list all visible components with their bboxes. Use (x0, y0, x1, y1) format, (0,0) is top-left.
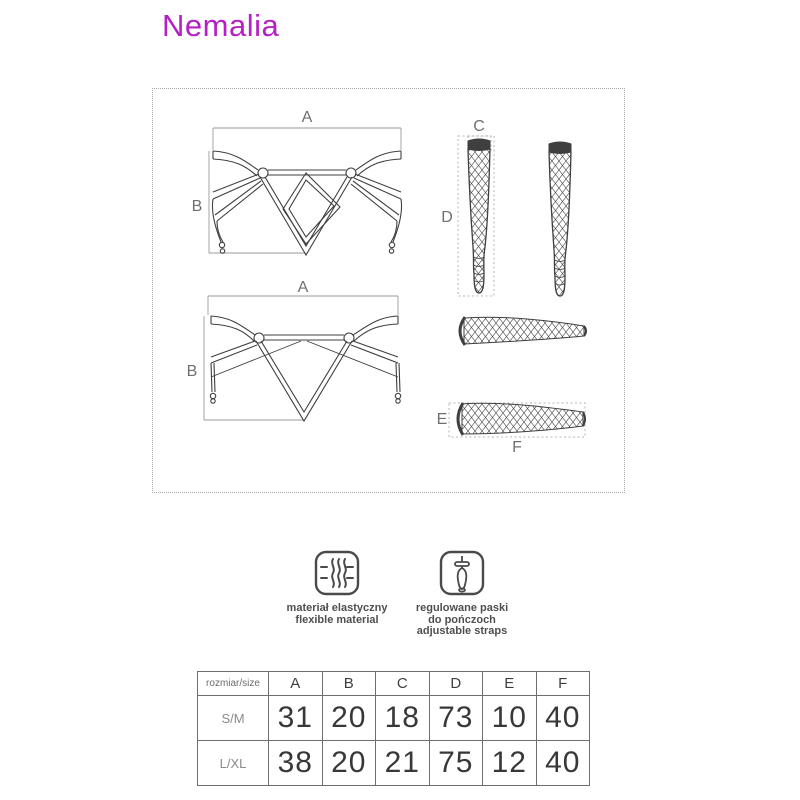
caption-line: regulowane paski (415, 602, 509, 614)
dim-label-f: F (512, 439, 522, 456)
size-table-header-cell: D (429, 672, 483, 696)
dim-label-c: C (473, 118, 485, 135)
caption-line: flexible material (295, 613, 379, 626)
size-table-header-cell: E (483, 672, 537, 696)
value-cell: 12 (483, 741, 537, 786)
garter-front-view (209, 128, 402, 255)
value-cell: 21 (376, 741, 430, 786)
dim-label-a-front: A (301, 109, 313, 126)
size-table (197, 671, 590, 786)
value-cell: 75 (429, 741, 483, 786)
value-cell: 38 (269, 741, 323, 786)
feature-caption-straps (387, 603, 537, 638)
size-table-header-cell: rozmiar/size (198, 672, 269, 696)
adjustable-straps-icon (439, 550, 485, 596)
caption-line: adjustable straps (416, 625, 508, 637)
garter-back-view (204, 296, 401, 421)
dim-label-d: D (441, 209, 453, 226)
size-table-row-sm (198, 696, 590, 741)
value-cell: 31 (269, 696, 323, 741)
dim-label-a-back: A (297, 279, 309, 296)
page-title: Nemalia (162, 8, 280, 43)
dim-label-b-front: B (191, 198, 203, 215)
size-table-header-cell: C (376, 672, 430, 696)
dim-label-e: E (436, 411, 448, 428)
value-cell: 20 (322, 741, 376, 786)
size-table-header-row (198, 672, 590, 696)
size-cell: S/M (198, 696, 269, 741)
value-cell: 20 (322, 696, 376, 741)
elastic-material-icon (314, 550, 360, 596)
stocking-top-drawing (449, 317, 586, 437)
size-table-header-cell: A (269, 672, 323, 696)
dim-label-b-back: B (186, 363, 198, 380)
caption-line: do pończoch (428, 613, 496, 626)
value-cell: 18 (376, 696, 430, 741)
value-cell: 10 (483, 696, 537, 741)
technical-drawing-frame (152, 88, 625, 493)
technical-drawing (153, 89, 623, 491)
value-cell: 40 (536, 741, 590, 786)
size-cell: L/XL (198, 741, 269, 786)
caption-line: materiał elastyczny (286, 602, 388, 614)
size-table-header-cell: B (322, 672, 376, 696)
size-table-row-lxl (198, 741, 590, 786)
value-cell: 73 (429, 696, 483, 741)
size-table-header-cell: F (536, 672, 590, 696)
stockings-drawing (458, 136, 571, 296)
value-cell: 40 (536, 696, 590, 741)
